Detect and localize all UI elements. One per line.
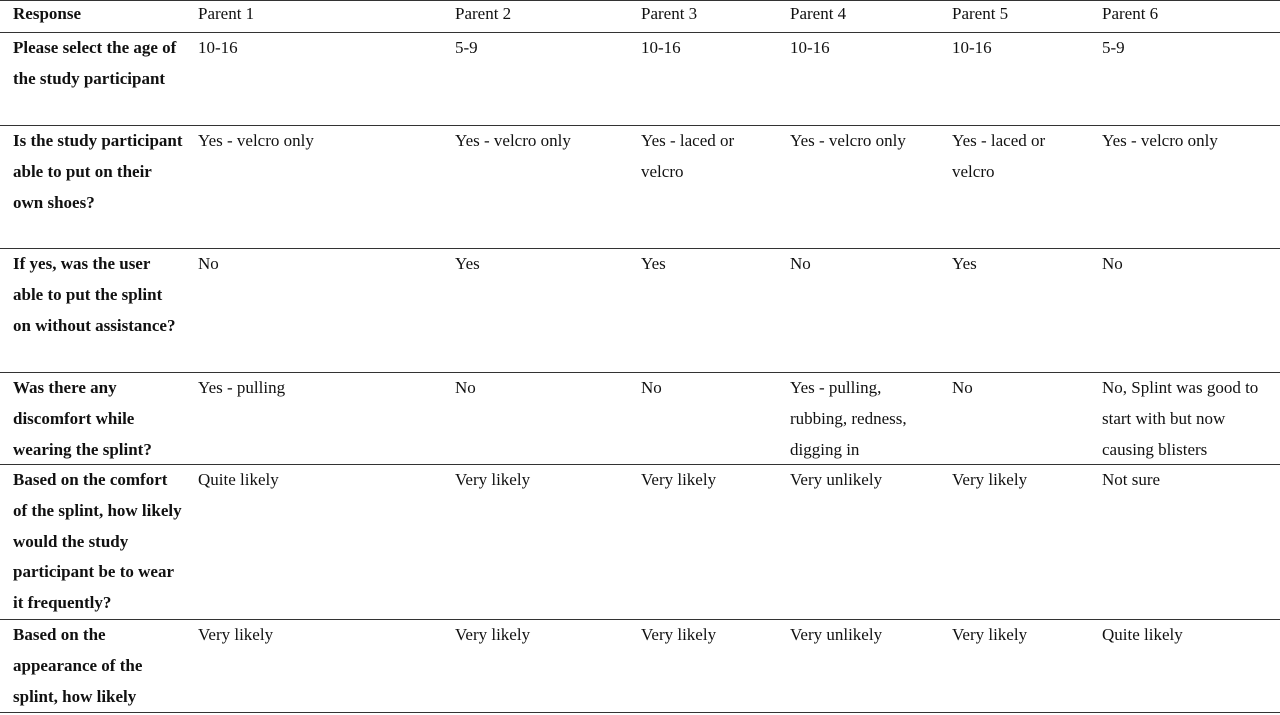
answer-cell: Very likely bbox=[455, 625, 531, 644]
answer-cell: No bbox=[790, 254, 811, 273]
answer-cell: Yes - velcro only bbox=[1102, 131, 1218, 150]
header-parent-2: Parent 2 bbox=[455, 4, 512, 23]
answer-cell: Yes - velcro only bbox=[790, 131, 906, 150]
question-cell: If yes, was the user able to put the splint on without assistance? bbox=[13, 254, 176, 335]
answer-cell: No bbox=[455, 378, 476, 397]
answer-cell: Yes bbox=[641, 254, 666, 273]
answer-cell: No bbox=[641, 378, 662, 397]
question-cell: Based on the appearance of the splint, how likely bbox=[13, 625, 143, 706]
header-parent-6: Parent 6 bbox=[1102, 4, 1159, 23]
answer-cell: Yes - laced or velcro bbox=[952, 131, 1046, 181]
answer-cell: Very unlikely bbox=[790, 625, 883, 644]
answer-cell: 10-16 bbox=[790, 38, 830, 57]
answer-cell: Very likely bbox=[952, 625, 1028, 644]
answer-cell: Not sure bbox=[1102, 470, 1161, 489]
answer-cell: Very likely bbox=[455, 470, 531, 489]
header-response: Response bbox=[13, 4, 82, 23]
header-row bbox=[0, 0, 1280, 32]
answer-cell: Very unlikely bbox=[790, 470, 883, 489]
answer-cell: No bbox=[1102, 254, 1123, 273]
table-row bbox=[0, 125, 1280, 248]
question-cell: Based on the comfort of the splint, how likely would the study participant be to wear it frequently? bbox=[13, 470, 182, 613]
answer-cell: Very likely bbox=[952, 470, 1028, 489]
answer-cell: Quite likely bbox=[198, 470, 279, 489]
answer-cell: No bbox=[198, 254, 219, 273]
answer-cell: 5-9 bbox=[455, 38, 478, 57]
question-cell: Please select the age of the study participant bbox=[13, 38, 177, 88]
answer-cell: No, Splint was good to start with but now causing blisters bbox=[1102, 378, 1259, 459]
header-parent-3: Parent 3 bbox=[641, 4, 698, 23]
answer-cell: 10-16 bbox=[641, 38, 681, 57]
answer-cell: Yes bbox=[455, 254, 480, 273]
answer-cell: Yes - velcro only bbox=[198, 131, 314, 150]
answer-cell: 10-16 bbox=[952, 38, 992, 57]
header-parent-4: Parent 4 bbox=[790, 4, 847, 23]
answer-cell: Yes - laced or velcro bbox=[641, 131, 735, 181]
header-parent-5: Parent 5 bbox=[952, 4, 1009, 23]
answer-cell: Very likely bbox=[198, 625, 274, 644]
answer-cell: Quite likely bbox=[1102, 625, 1183, 644]
answer-cell: 10-16 bbox=[198, 38, 238, 57]
answer-cell: Very likely bbox=[641, 470, 717, 489]
table-row bbox=[0, 372, 1280, 464]
table-row bbox=[0, 32, 1280, 125]
question-cell: Is the study participant able to put on their own shoes? bbox=[13, 131, 183, 212]
header-parent-1: Parent 1 bbox=[198, 4, 255, 23]
answer-cell: Yes - pulling, rubbing, redness, digging in bbox=[790, 378, 907, 459]
answer-cell: 5-9 bbox=[1102, 38, 1125, 57]
table-row bbox=[0, 464, 1280, 619]
answer-cell: Yes bbox=[952, 254, 977, 273]
table-row bbox=[0, 619, 1280, 713]
answer-cell: Very likely bbox=[641, 625, 717, 644]
table-row bbox=[0, 248, 1280, 372]
answer-cell: No bbox=[952, 378, 973, 397]
answer-cell: Yes - pulling bbox=[198, 378, 286, 397]
answer-cell: Yes - velcro only bbox=[455, 131, 571, 150]
question-cell: Was there any discomfort while wearing the splint? bbox=[13, 378, 152, 459]
